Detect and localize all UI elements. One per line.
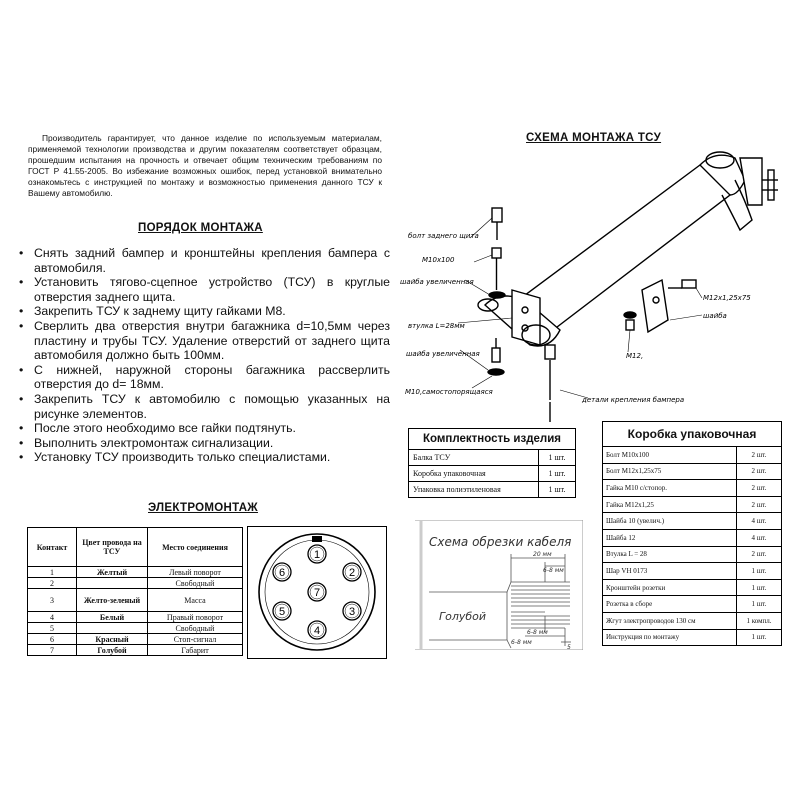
connector-pin (273, 602, 291, 620)
kit-item-qty: 1 шт. (539, 450, 576, 466)
label-washer: шайба (703, 312, 727, 320)
dim-20: 20 мм (533, 551, 552, 558)
label-m12: M12, (626, 352, 644, 360)
table-row (28, 645, 243, 656)
kit-title: Комплектность изделия (409, 429, 576, 450)
installation-step: • Выполнить электромонтаж сигнализации. (18, 436, 390, 451)
table-row (28, 612, 243, 623)
wiring-color (77, 623, 148, 634)
svg-text:5: 5 (278, 606, 286, 618)
table-row (603, 629, 782, 646)
package-item-qty: 1 шт. (737, 629, 782, 646)
table-row (603, 612, 782, 629)
wiring-contact: 1 (28, 567, 77, 578)
wiring-header-contact: Контакт (28, 528, 77, 567)
table-row (603, 513, 782, 530)
kit-item-qty: 1 шт. (539, 466, 576, 482)
installation-step: • После этого необходимо все гайки подтянуть. (18, 421, 390, 436)
package-item-qty: 2 шт. (737, 496, 782, 513)
table-row (28, 623, 243, 634)
table-row (603, 447, 782, 464)
label-m10-self: M10,самостопорящаяся (405, 388, 493, 396)
cable-title: Схема обрезки кабеля (429, 535, 572, 549)
installation-step: • Закрепить ТСУ к заднему щиту гайками М8. (18, 304, 390, 319)
wiring-color: Голубой (77, 645, 148, 656)
label-washer-big-top: шайба увеличенная (400, 278, 474, 286)
installation-step: • Установить тягово-сцепное устройство (ТСУ) в круглые отверстия заднего щита. (18, 275, 390, 304)
package-table (602, 421, 782, 646)
svg-text:1: 1 (313, 549, 321, 561)
label-m10x100: M10х100 (422, 256, 455, 264)
package-item-qty: 2 шт. (737, 447, 782, 464)
wiring-contact: 2 (28, 578, 77, 589)
kit-item-qty: 1 шт. (539, 482, 576, 498)
kit-item-name: Коробка упаковочная (409, 466, 539, 482)
table-row (28, 589, 243, 612)
installation-step: • С нижней, наружной стороны багажника рассверлить отверстия до d= 18мм. (18, 363, 390, 392)
package-item-name: Втулка L = 28 (603, 546, 737, 563)
label-bush: втулка L=28мм (408, 322, 465, 330)
right-bracket (642, 280, 668, 332)
connector-pin (308, 583, 326, 601)
package-item-name: Розетка в сборе (603, 596, 737, 613)
table-row (28, 567, 243, 578)
cable-cut-diagram (415, 520, 583, 650)
wiring-place: Свободный (148, 623, 243, 634)
warranty-text: Производитель гарантирует, что данное изделие по используемым материалам, применяемой технологии производства и другим показателям соответствует образцам, прошедшим испытания на прочность и отвечает общим техническим требованиям по ГОСТ Р 41.55-2005. Во избежание возможных ошибок, перед установкой внимательно ознакомьтесь с инструкцией по монтажу и возможностью применения данного ТСУ к Вашему автомобилю. (28, 133, 382, 198)
wiring-contact: 3 (28, 589, 77, 612)
table-row (603, 480, 782, 497)
diagram-title: СХЕМА МОНТАЖА ТСУ (526, 132, 662, 144)
package-item-name: Гайка М12х1,25 (603, 496, 737, 513)
wiring-place: Стоп-сигнал (148, 634, 243, 645)
package-item-qty: 4 шт. (737, 513, 782, 530)
package-item-name: Шар VH 0173 (603, 563, 737, 580)
package-item-name: Болт М10х100 (603, 447, 737, 464)
package-item-qty: 1 шт. (737, 579, 782, 596)
wiring-place: Левый поворот (148, 567, 243, 578)
table-row (603, 563, 782, 580)
kit-table (408, 428, 576, 498)
wiring-contact: 4 (28, 612, 77, 623)
table-row (28, 634, 243, 645)
wiring-color: Белый (77, 612, 148, 623)
installation-step: • Установку ТСУ производить только специалистами. (18, 450, 390, 465)
label-bumper-parts: детали крепления бампера (582, 396, 685, 404)
wiring-contact: 6 (28, 634, 77, 645)
mounting-diagram (400, 140, 795, 425)
package-item-qty: 1 компл. (737, 612, 782, 629)
installation-step: • Снять задний бампер и кронштейны крепления бампера с автомобиля. (18, 246, 390, 275)
connector-pin (308, 621, 326, 639)
svg-text:3: 3 (348, 606, 356, 618)
connector-pin (343, 602, 361, 620)
wiring-place: Свободный (148, 578, 243, 589)
connector-pin (343, 563, 361, 581)
table-row (603, 596, 782, 613)
package-item-name: Жгут электропроводов 130 см (603, 612, 737, 629)
installation-step: • Сверлить два отверстия внутри багажника d=10,5мм через пластину и трубы ТСУ. Удаление отверстий от заднего щита автомобиля должно быть 100мм. (18, 319, 390, 363)
table-row (409, 482, 576, 498)
wire-color-label: Голубой (439, 610, 487, 623)
wiring-place: Масса (148, 589, 243, 612)
kit-item-name: Балка ТСУ (409, 450, 539, 466)
dim-6-8-top: 6-8 мм (543, 567, 564, 574)
svg-text:6: 6 (278, 567, 286, 579)
wiring-header-color: Цвет провода на ТСУ (77, 528, 148, 567)
label-m12x125x75: M12х1,25х75 (703, 294, 751, 302)
kit-item-name: Упаковка полиэтиленовая (409, 482, 539, 498)
cable-cut-scheme (415, 520, 583, 650)
installation-step: • Закрепить ТСУ к автомобилю с помощью указанных на рисунке элементов. (18, 392, 390, 421)
package-item-qty: 2 шт. (737, 546, 782, 563)
package-item-name: Кронштейн розетки (603, 579, 737, 596)
wiring-color: Желто-зеленый (77, 589, 148, 612)
table-row (603, 463, 782, 480)
label-bolt-shield: болт заднего щита (408, 232, 479, 240)
wiring-color (77, 578, 148, 589)
table-row (28, 578, 243, 589)
label-washer-big-bottom: шайба увеличенная (406, 350, 480, 358)
package-item-qty: 1 шт. (737, 596, 782, 613)
electrical-title: ЭЛЕКТРОМОНТАЖ (148, 502, 259, 514)
installation-steps (18, 246, 390, 465)
left-bracket (512, 290, 540, 345)
package-title: Коробка упаковочная (603, 422, 782, 447)
table-row (409, 466, 576, 482)
table-row (603, 546, 782, 563)
connector-pin (308, 545, 326, 563)
package-item-qty: 2 шт. (737, 463, 782, 480)
connector-pin (273, 563, 291, 581)
wiring-place: Правый поворот (148, 612, 243, 623)
dim-6-8-bottom: 6-8 мм (511, 639, 532, 646)
package-item-name: Болт М12х1,25х75 (603, 463, 737, 480)
table-row (603, 496, 782, 513)
wiring-color: Красный (77, 634, 148, 645)
wiring-color: Желтый (77, 567, 148, 578)
dim-6-8-mid: 6-8 мм (527, 629, 548, 636)
wiring-table (27, 527, 243, 656)
dim-5: 5 (567, 644, 571, 650)
package-item-name: Шайба 10 (увелич.) (603, 513, 737, 530)
package-item-qty: 1 шт. (737, 563, 782, 580)
connector-diagram (248, 527, 386, 658)
table-row (603, 579, 782, 596)
table-row (603, 529, 782, 546)
package-item-name: Гайка М10 с/стопор. (603, 480, 737, 497)
package-item-name: Инструкция по монтажу (603, 629, 737, 646)
wiring-contact: 5 (28, 623, 77, 634)
connector-box (247, 526, 387, 659)
wiring-place: Габарит (148, 645, 243, 656)
installation-title: ПОРЯДОК МОНТАЖА (138, 222, 263, 234)
svg-text:2: 2 (348, 567, 356, 579)
package-item-qty: 2 шт. (737, 480, 782, 497)
wiring-contact: 7 (28, 645, 77, 656)
wiring-header-place: Место соединения (148, 528, 243, 567)
package-item-qty: 4 шт. (737, 529, 782, 546)
table-row (409, 450, 576, 466)
svg-text:4: 4 (313, 625, 321, 637)
package-item-name: Шайба 12 (603, 529, 737, 546)
svg-text:7: 7 (313, 587, 321, 599)
